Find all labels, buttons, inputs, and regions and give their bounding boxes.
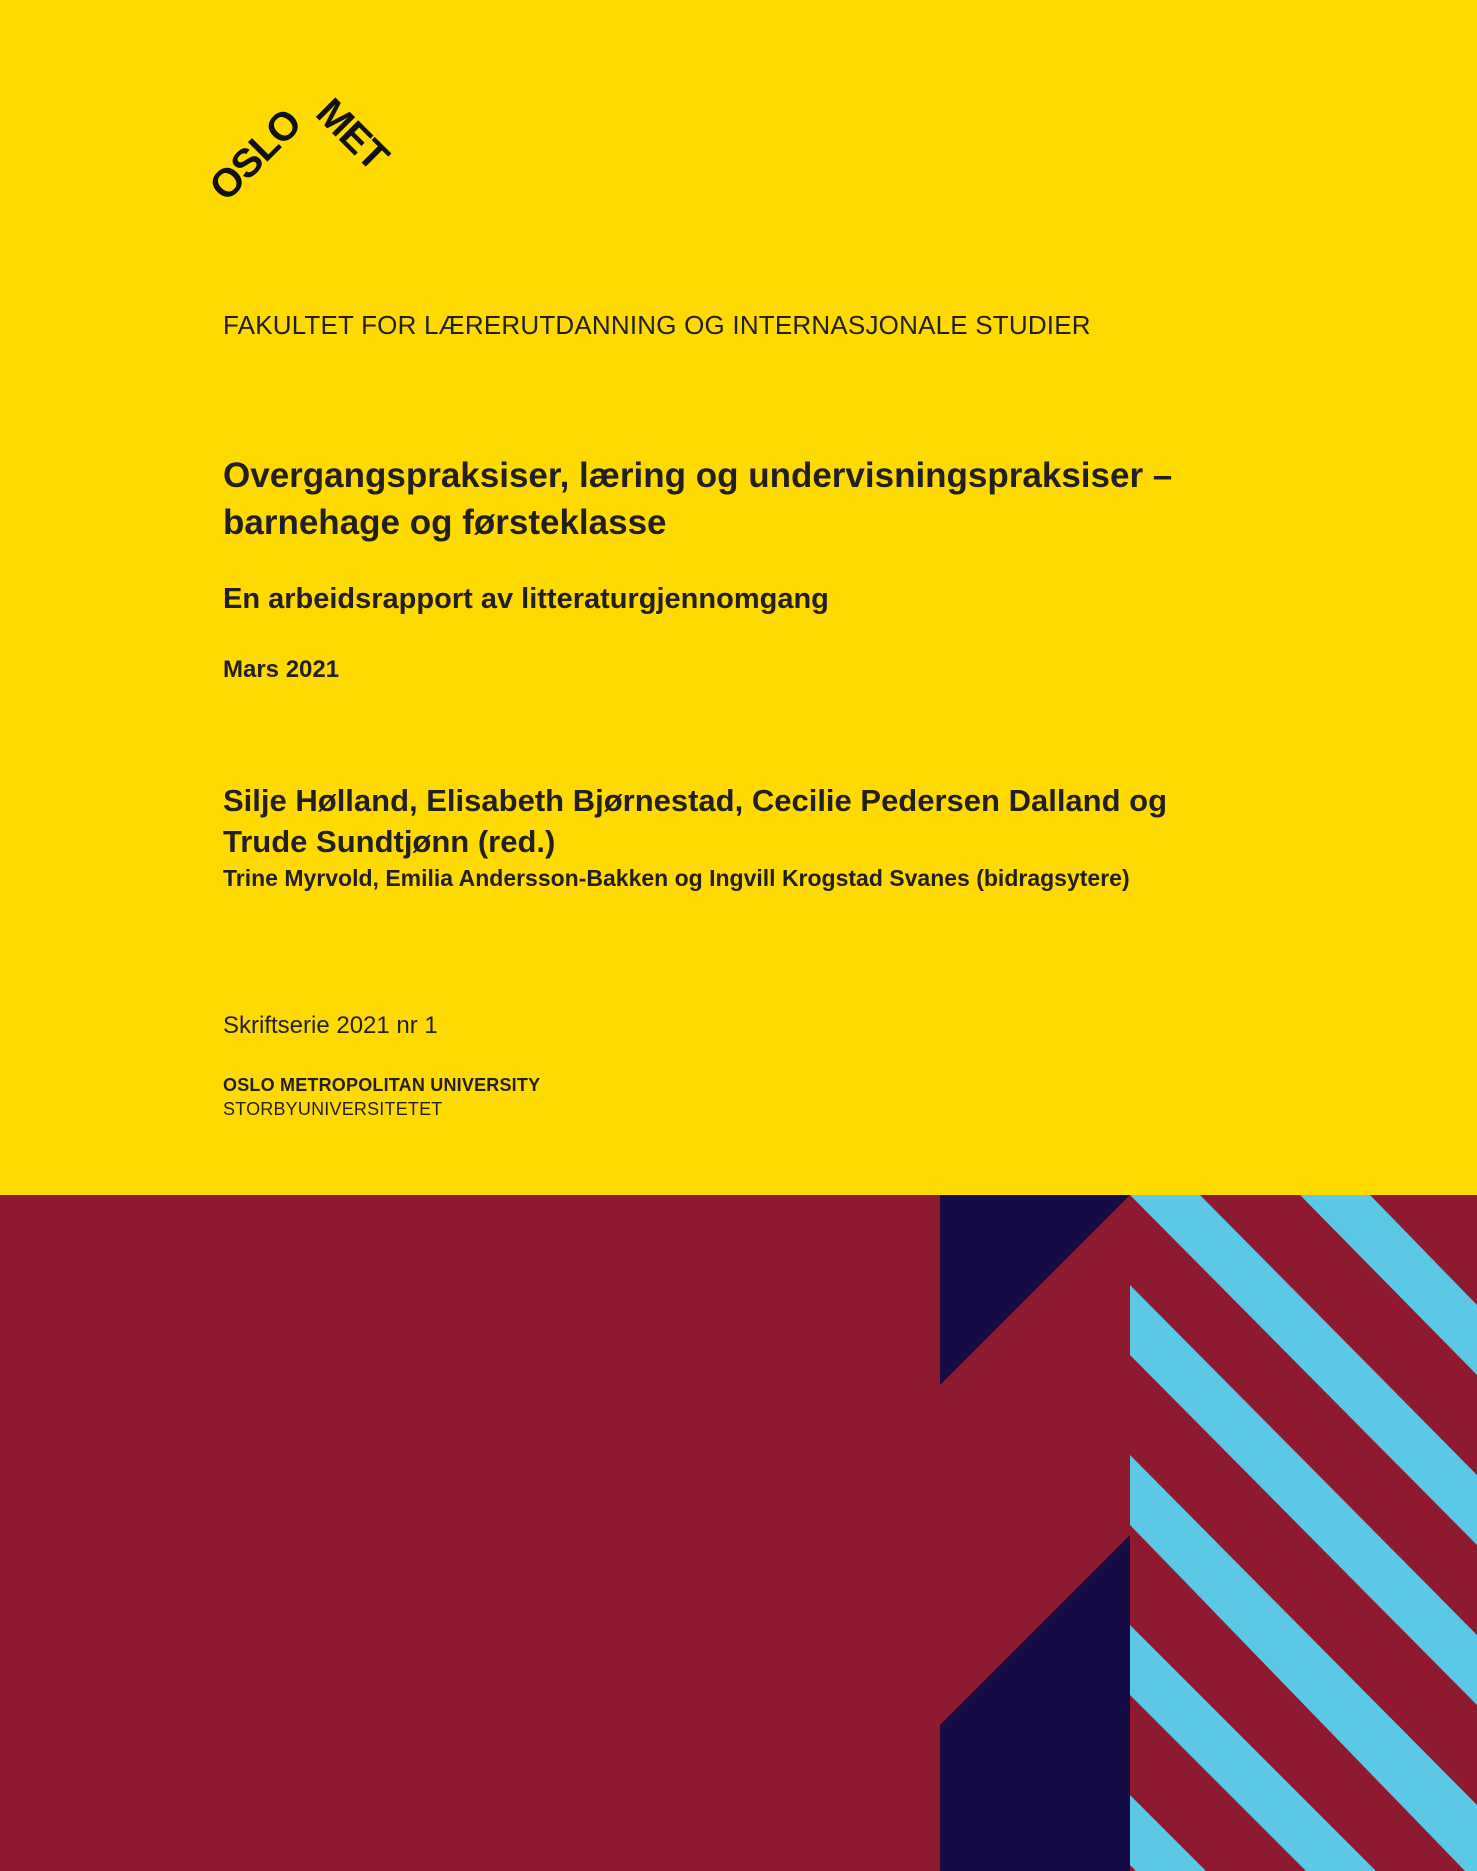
report-title-line-2: barnehage og førsteklasse [223,503,667,542]
decorative-pattern [0,1195,1477,1871]
editors [223,780,1323,862]
report-subtitle: En arbeidsrapport av litteraturgjennomgang [223,583,829,615]
report-date: Mars 2021 [223,656,340,683]
faculty-name: FAKULTET FOR LÆRERUTDANNING OG INTERNASJONALE STUDIER [223,310,1091,340]
editors-line-2: Trude Sundtjønn (red.) [223,824,556,859]
university-subtitle: STORBYUNIVERSITETET [223,1099,443,1119]
svg-text:OSLO: OSLO [201,100,310,210]
oslomet-logo [201,90,408,220]
report-title [223,452,1373,546]
report-title-line-1: Overgangspraksiser, læring og undervisningspraksiser – [223,456,1173,495]
contributors: Trine Myrvold, Emilia Andersson-Bakken og Ingvill Krogstad Svanes (bidragsytere) [223,865,1130,891]
editors-line-1: Silje Hølland, Elisabeth Bjørnestad, Cecilie Pedersen Dalland og [223,783,1168,818]
svg-text:MET: MET [307,90,397,179]
university-name: OSLO METROPOLITAN UNIVERSITY [223,1075,541,1095]
series-label: Skriftserie 2021 nr 1 [223,1012,438,1039]
